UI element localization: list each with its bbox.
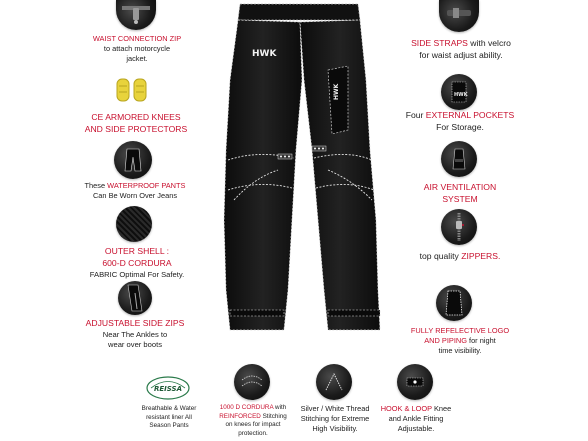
feature-title-2: REINFORCED xyxy=(219,412,261,420)
feature-title: 1000 D CORDURA xyxy=(219,404,274,411)
feature-title: FULLY REFELECTIVE LOGO xyxy=(410,326,510,335)
feature-line: High Visibility. xyxy=(312,424,358,433)
feature-tail: Knee xyxy=(431,404,452,413)
reflective-logo-icon xyxy=(436,285,472,321)
external-pocket-icon xyxy=(441,74,477,110)
feature-line: time visibility. xyxy=(438,346,482,355)
air-vent-icon xyxy=(441,141,477,177)
feature-pockets xyxy=(392,110,528,133)
feature-line: to attach motorcycle xyxy=(103,44,171,53)
feature-line: for waist adjust ability. xyxy=(419,49,503,60)
feature-line: Silver / White Thread xyxy=(300,404,370,413)
feature-side-straps xyxy=(396,38,526,61)
feature-title: CE ARMORED KNEES xyxy=(91,112,181,122)
reissa-liner-logo xyxy=(145,373,191,403)
feature-title: WATERPROOF PANTS xyxy=(107,181,186,190)
feature-line: and Ankle Fitting xyxy=(388,414,444,423)
svg-text:HWK: HWK xyxy=(333,83,340,100)
feature-stitching xyxy=(290,404,380,434)
feature-title: OUTER SHELL : xyxy=(104,246,170,256)
knee-armor-icon xyxy=(114,76,150,106)
feature-line: wear over boots xyxy=(107,339,163,349)
feature-tail: for night xyxy=(466,336,496,345)
feature-line: Can Be Worn Over Jeans xyxy=(92,191,178,200)
feature-title: ZIPPERS. xyxy=(461,251,501,261)
side-strap-icon xyxy=(439,0,479,32)
feature-line: FABRIC Optimal For Safety. xyxy=(89,270,185,279)
ankle-zip-icon xyxy=(118,281,152,315)
hook-loop-icon xyxy=(397,364,433,400)
hwk-logo: HWK xyxy=(252,49,277,59)
reissa-wordmark: REISSA xyxy=(153,385,183,393)
feature-tail: with velcro xyxy=(467,38,511,48)
zipper-icon xyxy=(441,209,477,245)
feature-title: AIR VENTILATION xyxy=(423,182,497,192)
feature-line: Season Pants xyxy=(149,422,189,429)
feature-reinforced xyxy=(208,404,298,438)
feature-title: SIDE STRAPS xyxy=(411,38,468,48)
feature-line: protection. xyxy=(238,429,268,437)
waterproof-pants-icon xyxy=(114,141,152,179)
feature-title-2: 600-D CORDURA xyxy=(102,257,172,268)
feature-line: Adjustable. xyxy=(397,424,435,433)
feature-title: EXTERNAL POCKETS xyxy=(425,110,515,120)
feature-title-2: AND PIPING xyxy=(424,336,467,345)
reinforced-knee-icon xyxy=(234,364,270,400)
feature-liner xyxy=(126,405,212,431)
zip-closeup-icon xyxy=(116,0,156,30)
feature-line: resistant liner All xyxy=(146,413,192,421)
feature-tail: with xyxy=(273,404,287,411)
feature-title: ADJUSTABLE SIDE ZIPS xyxy=(85,318,185,328)
svg-text:HWK: HWK xyxy=(454,92,468,98)
feature-prefix: top quality xyxy=(419,251,462,261)
feature-line: jacket. xyxy=(126,54,148,63)
stitching-icon xyxy=(316,364,352,400)
feature-prefix: Four xyxy=(405,110,426,120)
feature-waist-zip xyxy=(70,34,204,64)
feature-line: Stitching for Extreme xyxy=(300,414,370,423)
feature-hook-loop xyxy=(374,404,458,434)
feature-title: WAIST CONNECTION ZIP xyxy=(92,34,182,43)
feature-zippers xyxy=(392,251,528,263)
feature-ventilation xyxy=(392,182,528,205)
feature-line: Near The Ankles to xyxy=(102,329,168,339)
feature-line: on knees for impact xyxy=(225,421,281,428)
feature-title-2: AND SIDE PROTECTORS xyxy=(84,123,188,134)
motorcycle-pants-image xyxy=(188,0,403,342)
feature-prefix: These xyxy=(84,181,108,190)
cordura-fabric-icon xyxy=(116,206,152,242)
feature-title-2: SYSTEM xyxy=(442,193,478,204)
feature-reflective xyxy=(392,326,528,356)
feature-ce-armor xyxy=(64,112,208,135)
feature-line: Breathable & Water xyxy=(141,405,197,412)
feature-title: HOOK & LOOP xyxy=(380,404,432,413)
feature-line: For Storage. xyxy=(436,121,484,132)
feature-tail-2: Stitching xyxy=(260,412,287,420)
